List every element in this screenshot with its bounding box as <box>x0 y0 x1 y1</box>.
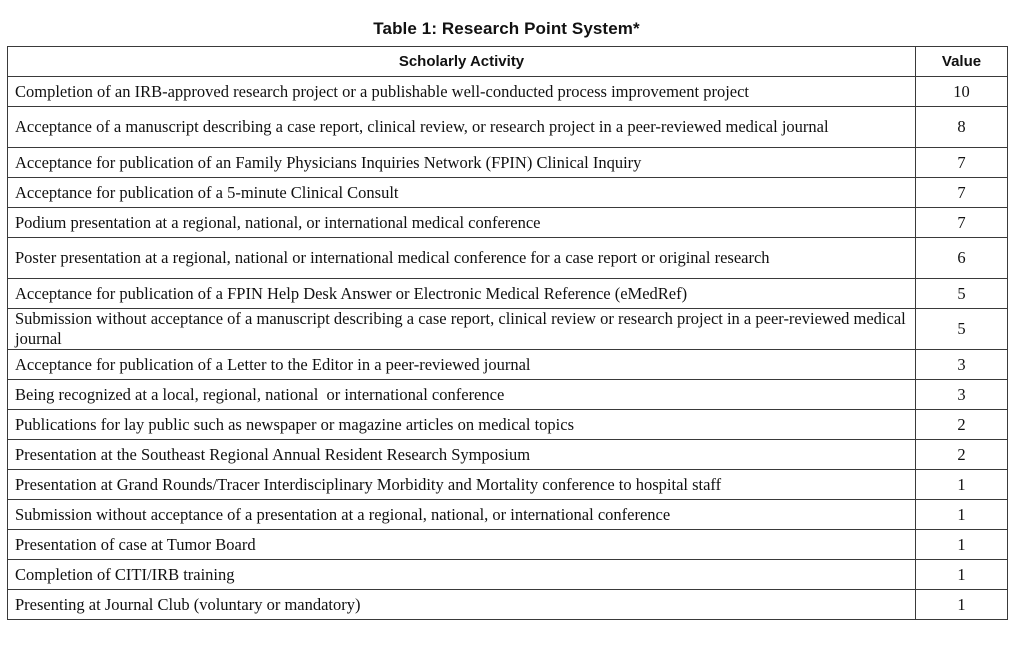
activity-cell: Presentation at the Southeast Regional Annual Resident Research Symposium <box>8 440 916 470</box>
activity-cell: Poster presentation at a regional, national or international medical conference for a case report or original research <box>8 238 916 279</box>
value-cell: 6 <box>916 238 1008 279</box>
table-row <box>8 440 1008 470</box>
activity-cell: Submission without acceptance of a presentation at a regional, national, or international conference <box>8 500 916 530</box>
activity-cell: Being recognized at a local, regional, national or international conference <box>8 380 916 410</box>
table-row <box>8 208 1008 238</box>
activity-cell: Presenting at Journal Club (voluntary or mandatory) <box>8 590 916 620</box>
value-cell: 1 <box>916 470 1008 500</box>
value-cell: 2 <box>916 410 1008 440</box>
value-cell: 1 <box>916 530 1008 560</box>
table-header-row <box>8 47 1008 77</box>
table-row <box>8 77 1008 107</box>
activity-cell: Acceptance for publication of a 5-minute Clinical Consult <box>8 178 916 208</box>
table-row <box>8 500 1008 530</box>
table-row <box>8 470 1008 500</box>
table-row <box>8 350 1008 380</box>
value-cell: 1 <box>916 500 1008 530</box>
activity-cell: Acceptance for publication of a FPIN Help Desk Answer or Electronic Medical Reference (eMedRef) <box>8 279 916 309</box>
activity-cell: Presentation of case at Tumor Board <box>8 530 916 560</box>
activity-cell: Submission without acceptance of a manuscript describing a case report, clinical review or research project in a peer-reviewed medical journal <box>8 309 916 350</box>
value-cell: 2 <box>916 440 1008 470</box>
value-cell: 1 <box>916 590 1008 620</box>
header-value: Value <box>916 47 1008 77</box>
activity-cell: Acceptance for publication of a Letter to the Editor in a peer-reviewed journal <box>8 350 916 380</box>
value-cell: 1 <box>916 560 1008 590</box>
value-cell: 8 <box>916 107 1008 148</box>
value-cell: 3 <box>916 350 1008 380</box>
activity-cell: Acceptance of a manuscript describing a case report, clinical review, or research project in a peer-reviewed medical journal <box>8 107 916 148</box>
header-scholarly-activity: Scholarly Activity <box>8 47 916 77</box>
value-cell: 7 <box>916 178 1008 208</box>
value-cell: 7 <box>916 148 1008 178</box>
table-row <box>8 107 1008 148</box>
activity-cell: Completion of an IRB-approved research project or a publishable well-conducted process improvement project <box>8 77 916 107</box>
table-row <box>8 148 1008 178</box>
value-cell: 5 <box>916 279 1008 309</box>
activity-cell: Acceptance for publication of an Family Physicians Inquiries Network (FPIN) Clinical Inquiry <box>8 148 916 178</box>
value-cell: 7 <box>916 208 1008 238</box>
table-row <box>8 590 1008 620</box>
value-cell: 10 <box>916 77 1008 107</box>
activity-cell: Completion of CITI/IRB training <box>8 560 916 590</box>
table-row <box>8 279 1008 309</box>
table-row <box>8 380 1008 410</box>
value-cell: 5 <box>916 309 1008 350</box>
table-row <box>8 178 1008 208</box>
activity-cell: Podium presentation at a regional, national, or international medical conference <box>8 208 916 238</box>
table-row <box>8 309 1008 350</box>
value-cell: 3 <box>916 380 1008 410</box>
research-point-table <box>7 46 1008 620</box>
activity-cell: Publications for lay public such as newspaper or magazine articles on medical topics <box>8 410 916 440</box>
table-row <box>8 560 1008 590</box>
table-row <box>8 238 1008 279</box>
table-row <box>8 410 1008 440</box>
table-title: Table 1: Research Point System* <box>373 19 640 38</box>
activity-cell: Presentation at Grand Rounds/Tracer Interdisciplinary Morbidity and Mortality conference to hospital staff <box>8 470 916 500</box>
table-row <box>8 530 1008 560</box>
